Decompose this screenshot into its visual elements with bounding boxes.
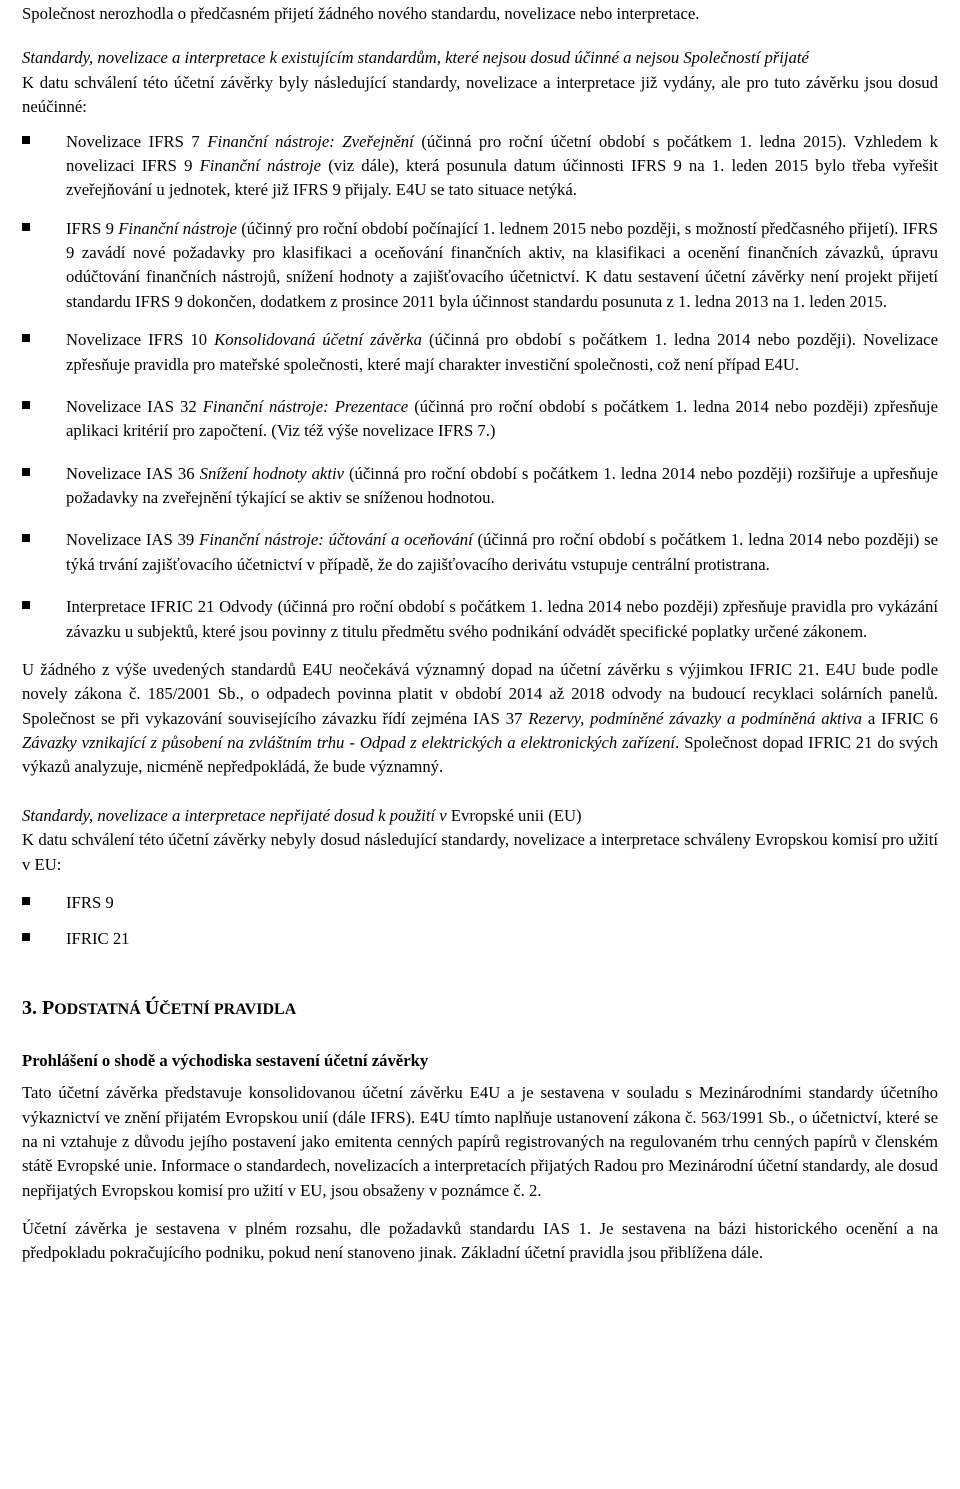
- closing-italic: Závazky vznikající z působení na zvláštním trhu - Odpad z elektrických a elektronických zařízení: [22, 733, 676, 752]
- bullet-icon: [22, 223, 30, 231]
- bullet-icon: [22, 601, 30, 609]
- compliance-paragraph: Tato účetní závěrka představuje konsolidovanou účetní závěrku E4U a je sestavena v souladu s Mezinárodními standardy účetního výkaznictví ve znění přijatém Evropskou unií (dále IFRS). E4U tímto naplňuje ustanovení zákona č. 563/1991 Sb., o účetnictví, které se na ni vztahuje z důvodu jejího postavení jako emitenta cenných papírů registrovaných na regulovaném trhu cenných papírů v členském státě Evropské unie. Informace o standardech, novelizacích a interpretacích přijatých Radou pro Mezinárodní účetní standardy, ale dosud nepřijatých Evropskou komisí pro užití v EU, jsou obsaženy v poznámce č. 2.: [22, 1083, 938, 1200]
- item-italic-title: Snížení hodnoty aktiv: [199, 463, 344, 483]
- item-text: Interpretace IFRIC 21 Odvody (účinná pro roční období s počátkem 1. ledna 2014 nebo později) zpřesňuje pravidla pro vykázání závazku u subjektů, které jsou povinny z titulu předmětu svého podnikání odvádět specifické poplatky určené zákonem.: [66, 597, 938, 641]
- bullet-icon: [22, 468, 30, 476]
- item-italic-title: Finanční nástroje: [118, 218, 237, 238]
- subsection-heading: Prohlášení o shodě a východiska sestavení účetní závěrky: [22, 1050, 429, 1070]
- item-text: (účinný pro roční období počínající 1. lednem 2015 nebo později, s možností předčasného přijetí). IFRS 9 zavádí nové požadavky pro klasifikaci a oceňování finančních aktiv, na klasifikaci a ocenění finančních závazků, úpravu odúčtování finančních nástrojů, snížení hodnoty a zajišťovacího účetnictví. K datu sestavení účetní závěrky není projekt přijetí standardu IFRS 9 dokončen, dodatkem z prosince 2011 byla účinnost standardu posunuta z 1. ledna 2013 na 1. leden 2015.: [66, 218, 938, 311]
- document-page: [0, 2, 960, 1266]
- chapter-number: 3.: [22, 996, 42, 1019]
- item-italic-title: Konsolidovaná účetní závěrka: [214, 330, 422, 350]
- item-text: (účinná pro roční období s počátkem 1. ledna 2014 nebo později) rozšiřuje a upřesňuje požadavky na zveřejnění týkající se aktiv se sníženou hodnotou.: [66, 463, 938, 507]
- list-item: [22, 395, 938, 444]
- eu-list: [22, 891, 938, 952]
- item-text: Novelizace IAS 39: [66, 530, 200, 550]
- item-text: (účinná pro roční období s počátkem 1. ledna 2014 nebo později) zpřesňuje aplikaci kritérií pro započtení. (Viz též výše novelizace IFRS 7.): [66, 396, 938, 441]
- standards-list: [22, 130, 938, 644]
- basis-paragraph: Účetní závěrka je sestavena v plném rozsahu, dle požadavků standardu IAS 1. Je sestavena na bázi historického ocenění a na předpokladu pokračujícího podniku, pokud není stanoveno jinak. Základní účetní pravidla jsou přiblížena dále.: [22, 1219, 938, 1263]
- closing-italic: Rezervy, podmíněné závazky a podmíněná aktiva: [528, 708, 863, 728]
- item-italic-title: Finanční nástroje: účtování a oceňování: [199, 530, 473, 550]
- item-text: (účinná pro období s počátkem 1. ledna 2014 nebo později). Novelizace zpřesňuje pravidla pro mateřské společnosti, které mají charakter investiční společnosti, což není případ E4U.: [66, 330, 938, 374]
- bullet-icon: [22, 534, 30, 542]
- chapter-smallcaps: ČETNÍ PRAVIDLA: [159, 1000, 297, 1018]
- item-italic-title: Finanční nástroje: Prezentace: [202, 396, 409, 416]
- list-item: [22, 528, 938, 577]
- item-text: IFRS 9: [66, 892, 114, 912]
- item-text: IFRIC 21: [66, 929, 130, 949]
- bullet-icon: [22, 897, 30, 905]
- closing-text: U žádného z výše uvedených standardů E4U neočekává významný dopad na účetní závěrku s výjimkou IFRIC 21. E4U bude podle novely zákona č. 185/2001 Sb., o odpadech povinna platit v období 2014 až 2018 odvody na budoucí recyklaci solárních panelů. Společnost se při vykazování souvisejícího závazku řídí zejména IAS 37: [22, 659, 938, 728]
- list-item: [22, 462, 938, 511]
- intro-paragraph: Společnost nerozhodla o předčasném přijetí žádného nového standardu, novelizace nebo interpretace.: [22, 4, 700, 23]
- list-item: [22, 130, 938, 203]
- bullet-icon: [22, 933, 30, 941]
- section-heading-eu: [22, 804, 938, 828]
- item-text: Novelizace IAS 32: [66, 396, 203, 416]
- item-text: Novelizace IFRS 10: [66, 330, 215, 350]
- list-item: [22, 891, 938, 915]
- list-item: [22, 595, 938, 644]
- section-heading-unapplied-standards: Standardy, novelizace a interpretace k existujícím standardům, které nejsou dosud účinné a nejsou Společností přijaté: [22, 48, 809, 68]
- chapter-initial: P: [42, 996, 55, 1019]
- list-item: [22, 328, 938, 377]
- item-text: Novelizace IFRS 7: [66, 131, 208, 151]
- list-item: [22, 927, 938, 951]
- item-italic-title: Finanční nástroje: [199, 155, 322, 175]
- closing-text: . Společnost dopad IFRIC 21 do svých výkazů analyzuje, nicméně nepředpokládá, že bude významný.: [22, 733, 938, 777]
- closing-text: a IFRIC 6: [862, 708, 939, 728]
- chapter-initial: Ú: [144, 996, 160, 1019]
- item-italic-title: Finanční nástroje: Zveřejnění: [207, 131, 414, 151]
- bullet-icon: [22, 136, 30, 144]
- chapter-smallcaps: ODSTATNÁ: [54, 1000, 145, 1018]
- item-text: Novelizace IAS 36: [66, 463, 200, 483]
- bullet-icon: [22, 334, 30, 342]
- item-text: IFRS 9: [66, 218, 119, 238]
- list-item: [22, 217, 938, 315]
- section-lead: K datu schválení této účetní závěrky byly následující standardy, novelizace a interpretace již vydány, ale pro tuto závěrku jsou dosud neúčinné:: [22, 72, 938, 117]
- item-text: (účinná pro roční období s počátkem 1. ledna 2014 nebo později) se týká trvání zajišťovacího účetnictví v případě, že do zajišťovacího derivátu vstupuje centrální protistrana.: [66, 530, 939, 574]
- chapter-title: [22, 994, 938, 1023]
- closing-paragraph: [22, 658, 938, 780]
- heading-text: Evropské unii (EU): [446, 805, 582, 825]
- item-text: (účinná pro roční účetní období s počátkem 1. ledna 2015). Vzhledem k novelizaci IFRS 9: [66, 131, 939, 175]
- item-text: (viz dále), která posunula datum účinnosti IFRS 9 na 1. leden 2015 bylo třeba vyřešit zveřejňování u jednotek, které již IFRS 9 přijaly. E4U se tato situace netýká.: [66, 155, 938, 200]
- bullet-icon: [22, 401, 30, 409]
- heading-italic: Standardy, novelizace a interpretace nepřijaté dosud k použití v: [22, 805, 447, 825]
- section-lead-eu: K datu schválení této účetní závěrky nebyly dosud následující standardy, novelizace a interpretace schváleny Evropskou komisí pro užití v EU:: [22, 830, 938, 874]
